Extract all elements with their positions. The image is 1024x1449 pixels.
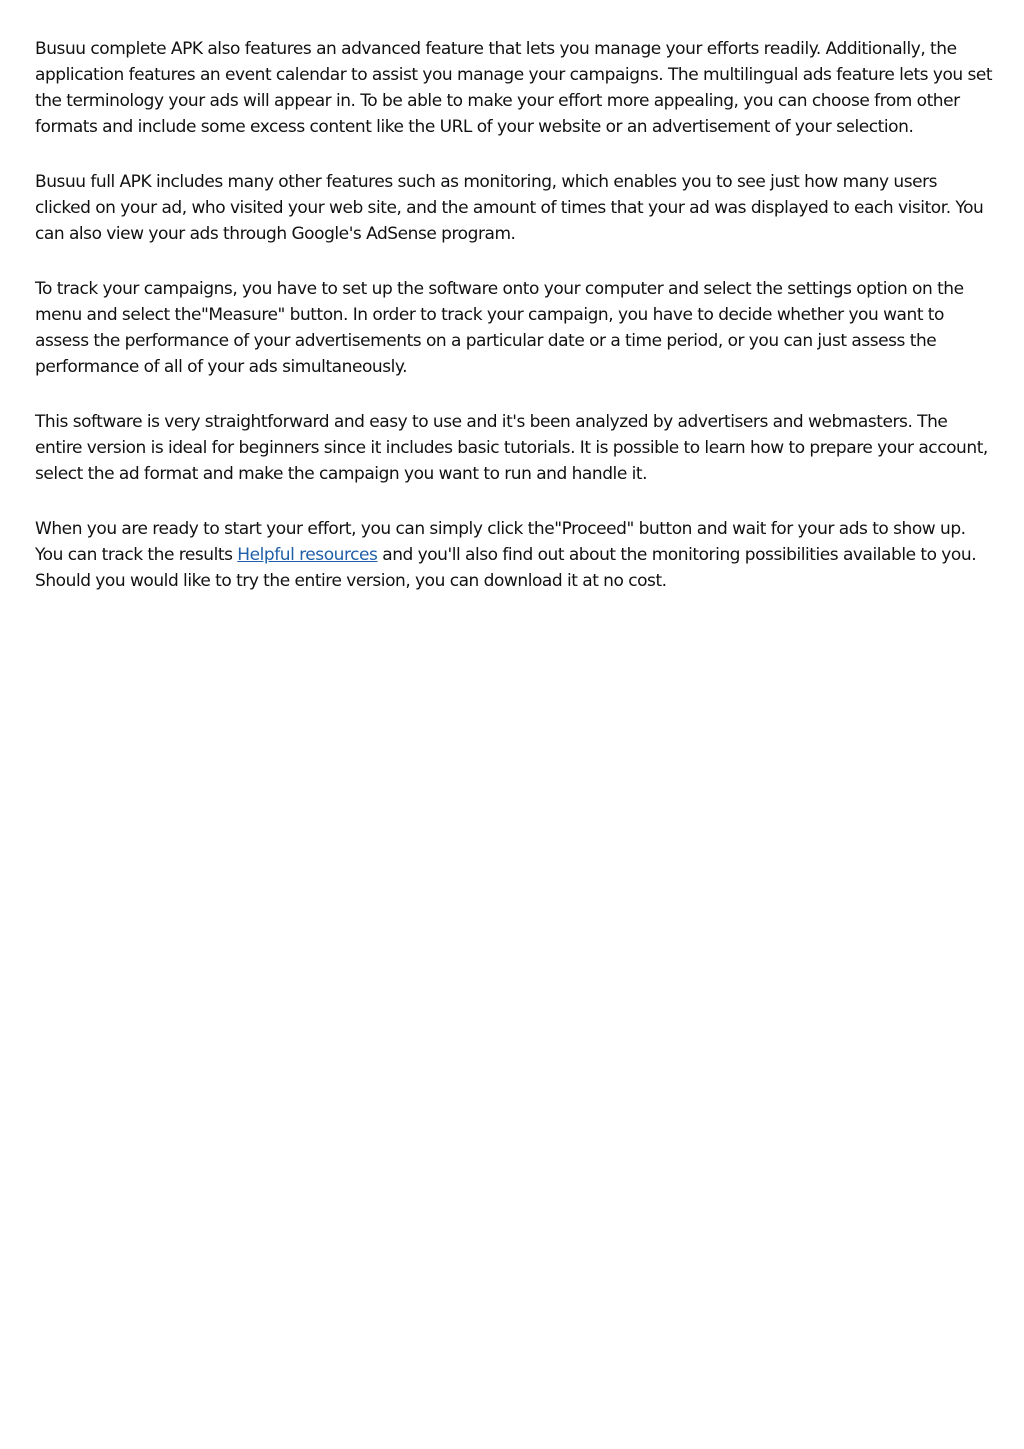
paragraph-2: Busuu full APK includes many other features such as monitoring, which enables you to see just how many users clicked on your ad, who visited your web site, and the amount of times that your ad was displayed to each visitor. You can also view your ads through Google's AdSense program. [35, 172, 984, 244]
helpful-resources-link[interactable]: Helpful resources [237, 545, 378, 565]
paragraph-3: To track your campaigns, you have to set up the software onto your computer and select the settings option on the menu and select the"Measure" button. In order to track your campaign, you have to decide whether you want to assess the performance of your advertisements on a particular date or a time period, or you can just assess the performance of all of your ads simultaneously. [35, 279, 964, 377]
paragraph-5 [35, 516, 995, 594]
paragraph-1: Busuu complete APK also features an advanced feature that lets you manage your efforts readily. Additionally, the application features an event calendar to assist you manage your campaigns. The multilingual ads feature lets you set the terminology your ads will appear in. To be able to make your effort more appealing, you can choose from other formats and include some excess content like the URL of your website or an advertisement of your selection. [35, 39, 993, 137]
paragraph-4: This software is very straightforward and easy to use and it's been analyzed by advertisers and webmasters. The entire version is ideal for beginners since it includes basic tutorials. It is possible to learn how to prepare your account, select the ad format and make the campaign you want to run and handle it. [35, 412, 988, 484]
document-body [35, 36, 995, 623]
paragraph-5-text-after-link: and you'll also find out about the monitoring possibilities available to you. Should you would like to try the entire version, you can download it at no cost. [35, 545, 977, 591]
paragraph-5-text-before-link: When you are ready to start your effort, you can simply click the"Proceed" button and wait for your ads to show up. You can track the results [35, 519, 966, 565]
